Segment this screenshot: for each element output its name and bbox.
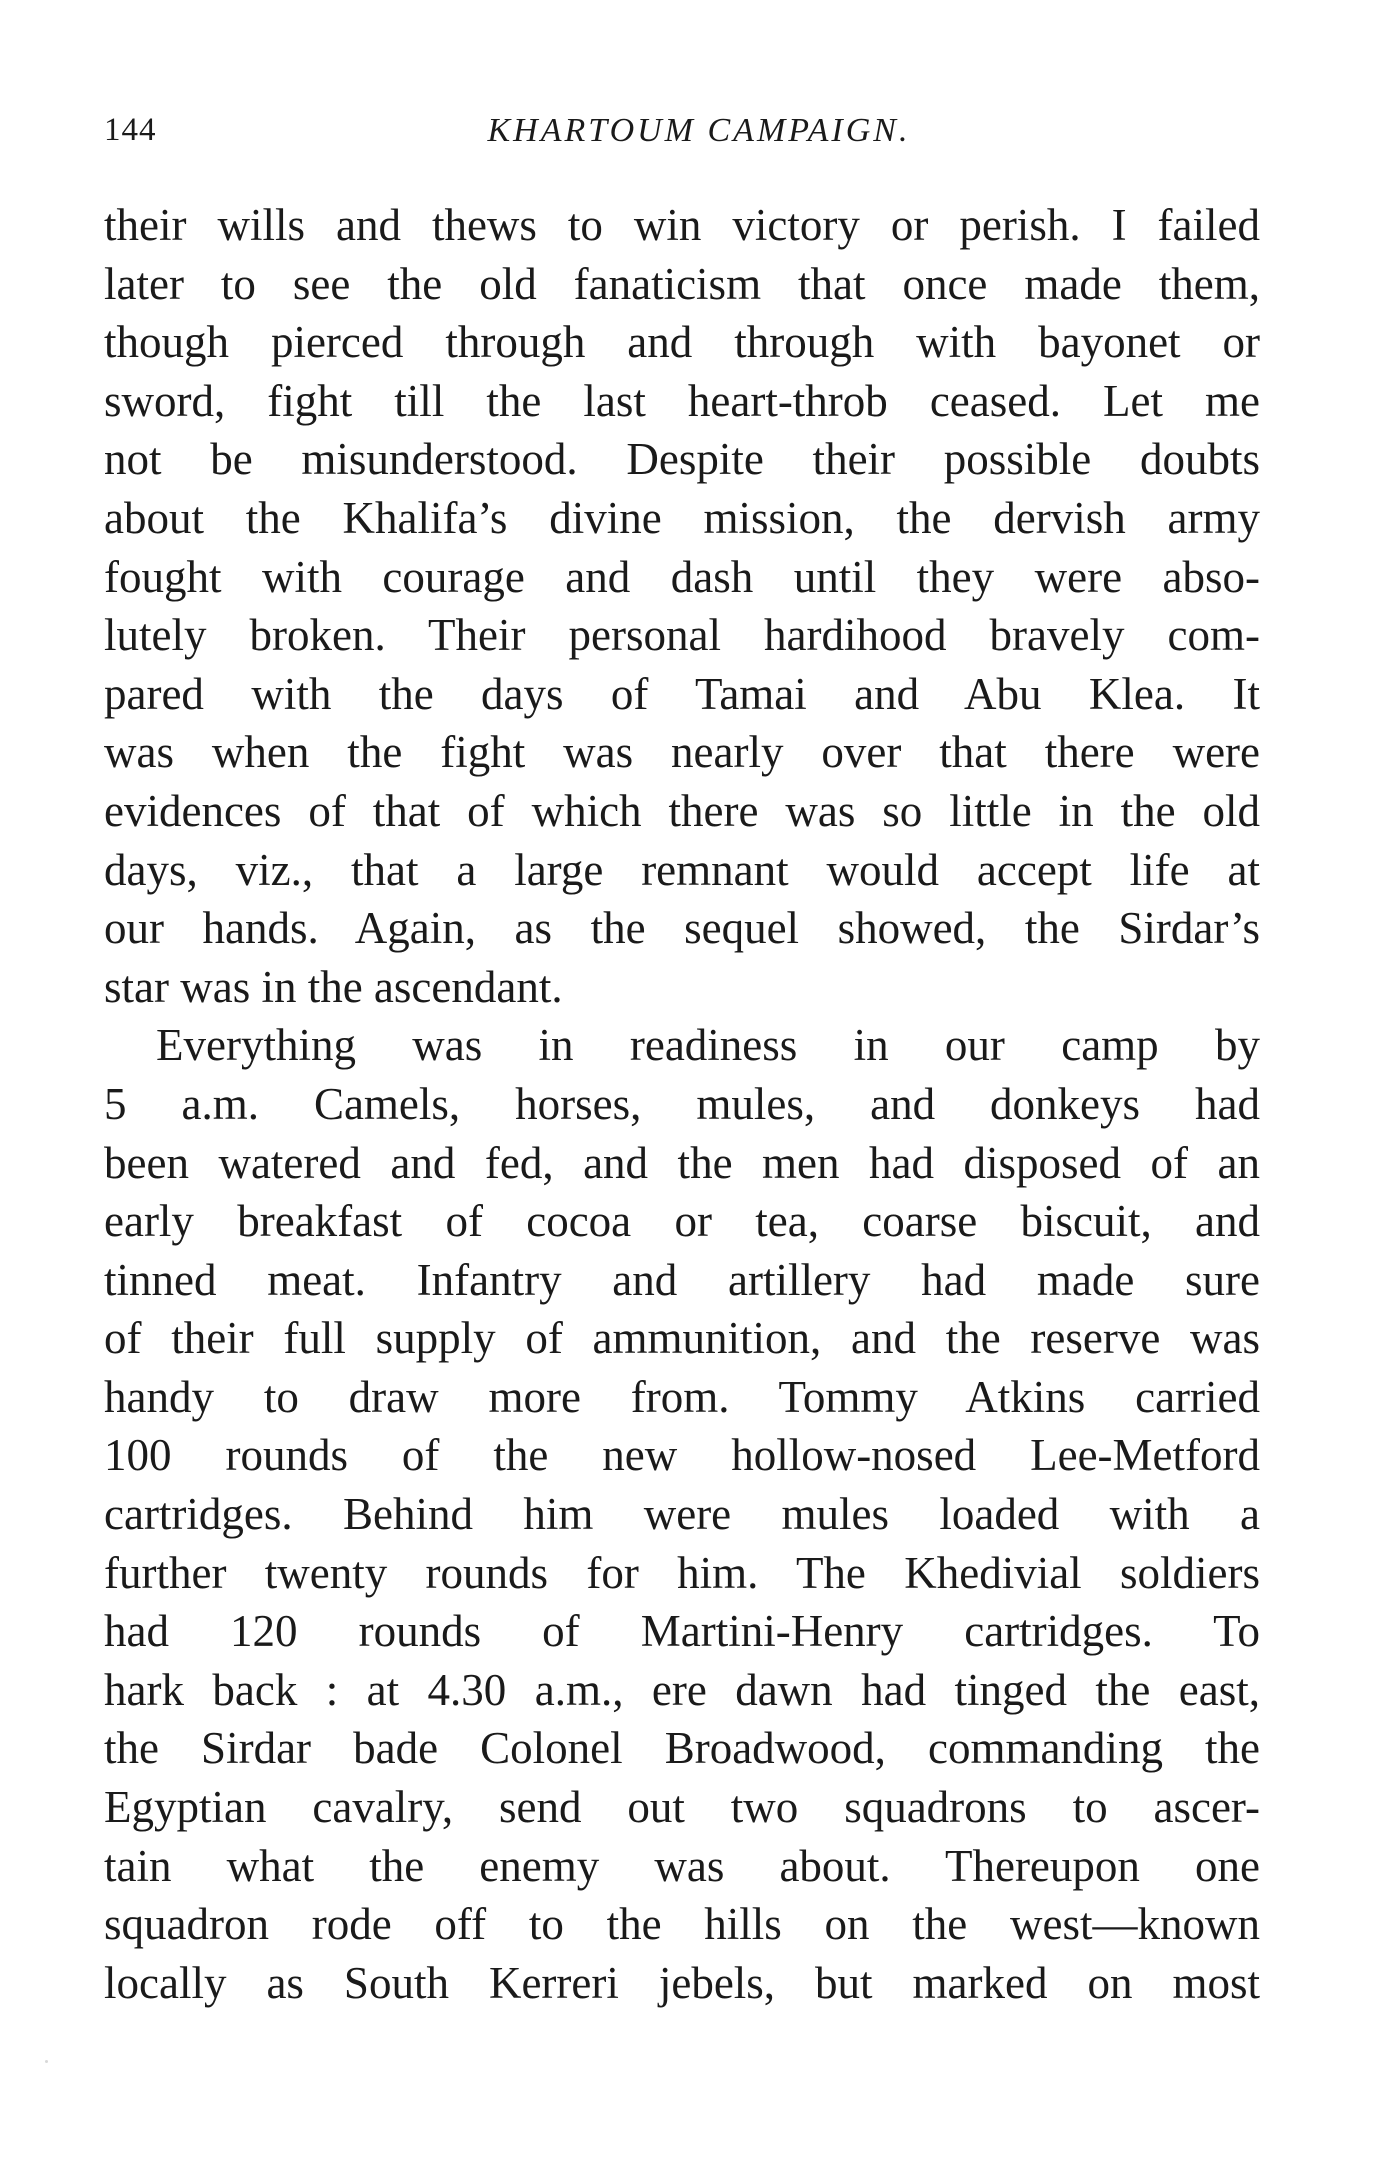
text-line: fought with courage and dash until they were abso-	[104, 551, 1260, 602]
text-line: 5 a.m. Camels, horses, mules, and donkeys had	[104, 1078, 1260, 1129]
text-line: our hands. Again, as the sequel showed, the Sirdar’s	[104, 903, 1260, 954]
text-line: evidences of that of which there was so little in the old	[104, 785, 1260, 836]
text-line: was when the fight was nearly over that there were	[104, 727, 1260, 778]
text-line: tinned meat. Infantry and artillery had made sure	[104, 1254, 1260, 1305]
text-line: tain what the enemy was about. Thereupon one	[104, 1840, 1260, 1891]
text-line: not be misunderstood. Despite their possible doubts	[104, 434, 1260, 485]
text-line: days, viz., that a large remnant would accept life at	[104, 844, 1260, 895]
text-line: of their full supply of ammunition, and the reserve was	[104, 1313, 1260, 1364]
running-title: KHARTOUM CAMPAIGN.	[487, 112, 911, 149]
body-text	[104, 196, 1260, 2012]
text-line: Everything was in readiness in our camp by	[156, 1020, 1260, 1071]
text-line: though pierced through and through with bayonet or	[104, 317, 1260, 368]
text-line: later to see the old fanaticism that once made them,	[104, 258, 1260, 309]
scan-speck	[45, 2060, 48, 2063]
text-line: hark back : at 4.30 a.m., ere dawn had tinged the east,	[104, 1664, 1260, 1715]
text-line: had 120 rounds of Martini-Henry cartridges. To	[104, 1606, 1260, 1657]
text-line: been watered and fed, and the men had disposed of an	[104, 1137, 1260, 1188]
text-line: early breakfast of cocoa or tea, coarse biscuit, and	[104, 1196, 1260, 1247]
text-line: locally as South Kerreri jebels, but marked on most	[104, 1957, 1260, 2008]
text-line: 100 rounds of the new hollow-nosed Lee-Metford	[104, 1430, 1260, 1481]
text-line: pared with the days of Tamai and Abu Klea. It	[104, 668, 1260, 719]
text-line: handy to draw more from. Tommy Atkins carried	[104, 1371, 1260, 1422]
text-line: the Sirdar bade Colonel Broadwood, commanding the	[104, 1723, 1260, 1774]
text-line: about the Khalifa’s divine mission, the dervish army	[104, 492, 1260, 543]
text-line: further twenty rounds for him. The Khedivial soldiers	[104, 1547, 1260, 1598]
page-number: 144	[104, 112, 157, 148]
page-header	[102, 112, 1256, 160]
text-line: squadron rode off to the hills on the west—known	[104, 1899, 1260, 1950]
text-line: sword, fight till the last heart-throb ceased. Let me	[104, 375, 1260, 426]
text-line: their wills and thews to win victory or perish. I failed	[104, 200, 1260, 250]
text-line: lutely broken. Their personal hardihood bravely com-	[104, 610, 1260, 661]
text-line: cartridges. Behind him were mules loaded with a	[104, 1489, 1260, 1540]
text-line: Egyptian cavalry, send out two squadrons to ascer-	[104, 1782, 1260, 1833]
text-line: star was in the ascendant.	[104, 961, 563, 1012]
